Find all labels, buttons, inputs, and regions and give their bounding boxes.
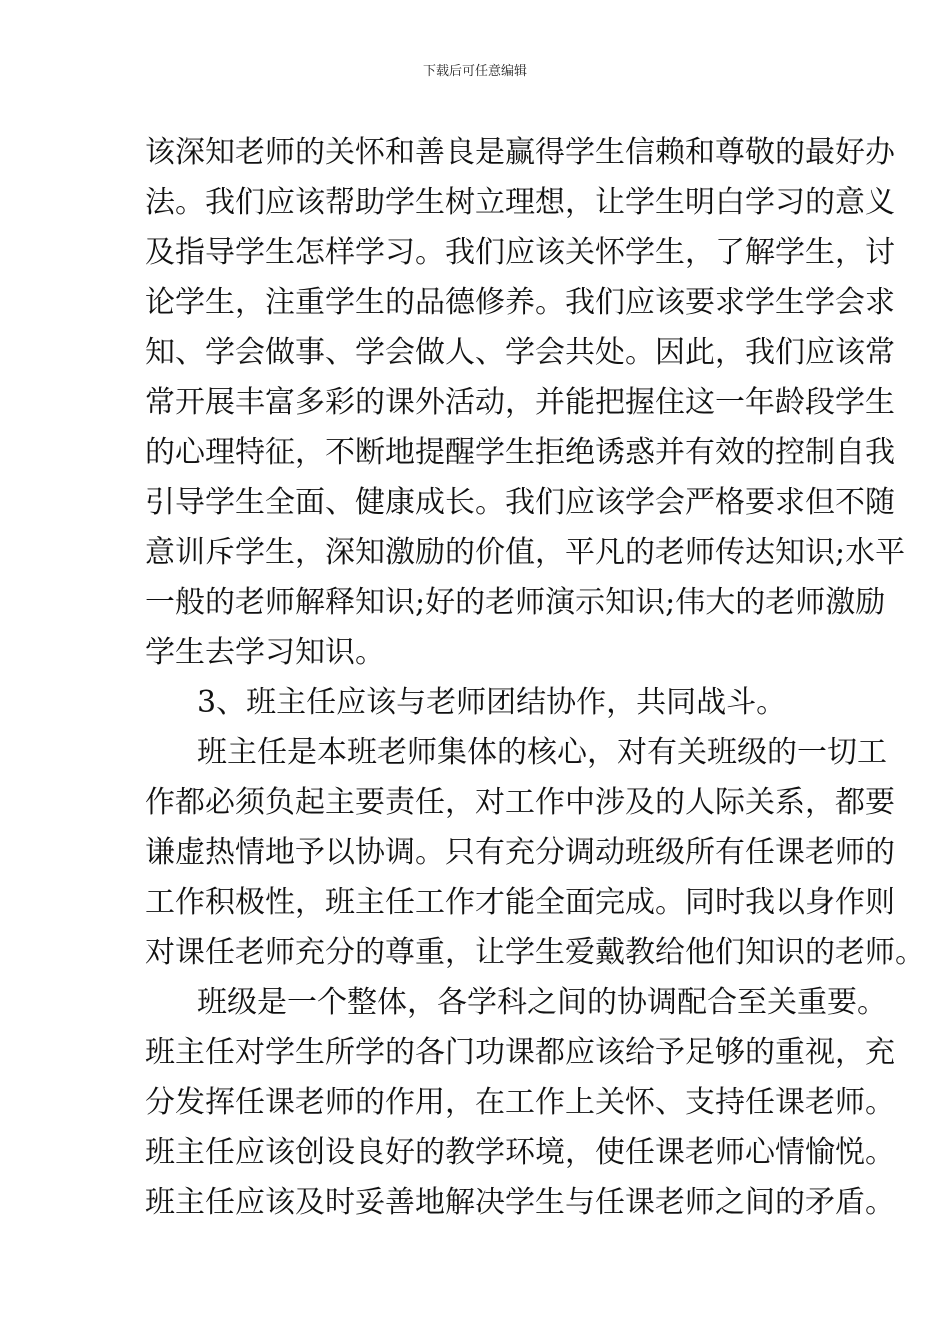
text-line: 谦虚热情地予以协调。只有充分调动班级所有任课老师的 bbox=[145, 835, 895, 870]
page-header: 下载后可任意编辑 bbox=[422, 64, 527, 79]
section-heading: 3、班主任应该与老师团结协作，共同战斗。 bbox=[197, 685, 787, 720]
text-line: 工作积极性，班主任工作才能全面完成。同时我以身作则 bbox=[145, 885, 895, 920]
text-line: 班主任应该及时妥善地解决学生与任课老师之间的矛盾。 bbox=[145, 1185, 895, 1220]
text-line: 的心理特征，不断地提醒学生拒绝诱惑并有效的控制自我 bbox=[145, 435, 895, 470]
text-line: 一般的老师解释知识;好的老师演示知识;伟大的老师激励 bbox=[145, 585, 886, 620]
text-line: 作都必须负起主要责任，对工作中涉及的人际关系，都要 bbox=[145, 785, 895, 820]
text-line: 知、学会做事、学会做人、学会共处。因此，我们应该常 bbox=[145, 335, 895, 370]
text-line: 该深知老师的关怀和善良是赢得学生信赖和尊敬的最好办 bbox=[145, 135, 895, 170]
text-line: 对课任老师充分的尊重，让学生爱戴教给他们知识的老师。 bbox=[145, 935, 925, 970]
text-line: 论学生，注重学生的品德修养。我们应该要求学生学会求 bbox=[145, 285, 895, 320]
text-line: 常开展丰富多彩的课外活动，并能把握住这一年龄段学生 bbox=[145, 385, 895, 420]
text-line: 意训斥学生，深知激励的价值，平凡的老师传达知识;水平 bbox=[145, 535, 906, 570]
text-line: 班主任对学生所学的各门功课都应该给予足够的重视，充 bbox=[145, 1035, 895, 1070]
text-line: 及指导学生怎样学习。我们应该关怀学生，了解学生，讨 bbox=[145, 235, 895, 270]
text-line: 班主任应该创设良好的教学环境，使任课老师心情愉悦。 bbox=[145, 1135, 895, 1170]
text-line: 引导学生全面、健康成长。我们应该学会严格要求但不随 bbox=[145, 485, 895, 520]
text-line: 分发挥任课老师的作用，在工作上关怀、支持任课老师。 bbox=[145, 1085, 895, 1120]
text-line: 学生去学习知识。 bbox=[145, 635, 385, 670]
document-body bbox=[145, 128, 925, 1228]
paragraph-start-line: 班级是一个整体，各学科之间的协调配合至关重要。 bbox=[197, 985, 887, 1020]
text-line: 法。我们应该帮助学生树立理想，让学生明白学习的意义 bbox=[145, 185, 895, 220]
paragraph-start-line: 班主任是本班老师集体的核心，对有关班级的一切工 bbox=[197, 735, 887, 770]
